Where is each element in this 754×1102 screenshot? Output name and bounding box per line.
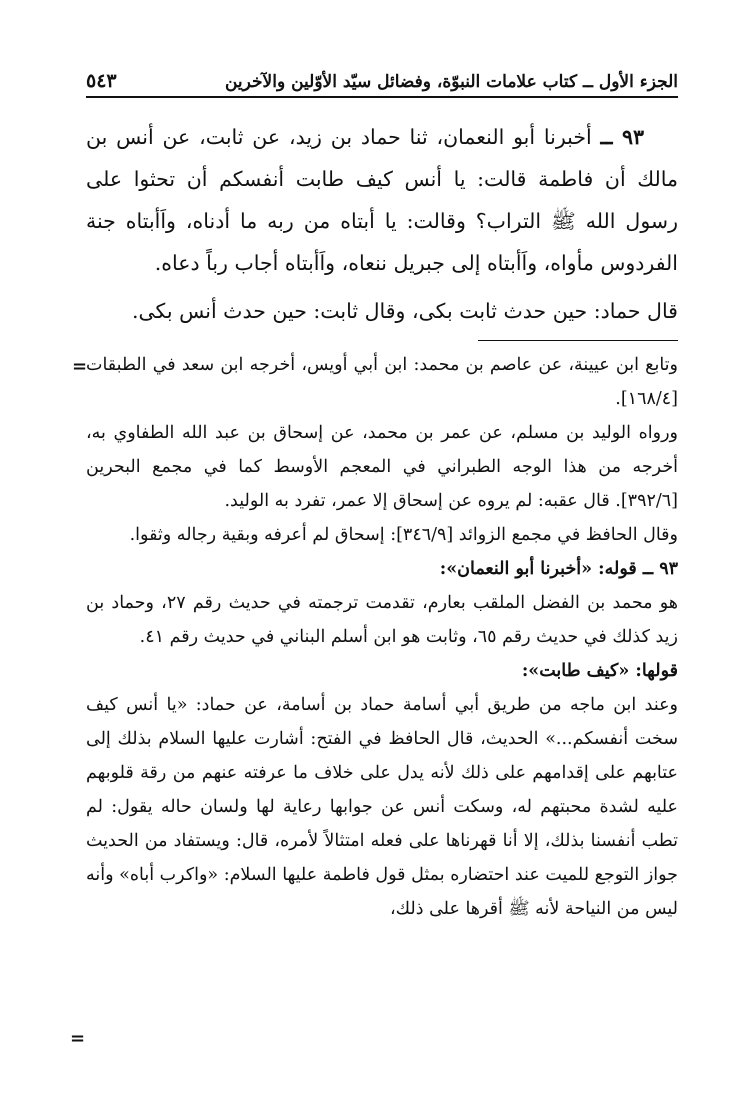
continuation-mark-start: =: [72, 356, 88, 377]
footnote-paragraph: وقال الحافظ في مجمع الزوائد [٣٤٦/٩]: إسحاق لم أعرفه وبقية رجاله وثقوا.: [129, 525, 678, 545]
footnote-separator: [478, 340, 678, 341]
footnote-paragraph: ورواه الوليد بن مسلم، عن عمر بن محمد، عن إسحاق بن عبد الله الطفاوي به، أخرجه من هذا الوجه الطبراني في المعجم الأوسط كما في مجمع البحرين [٣٩٢/٦]. قال عقبه: لم يروه عن إسحاق إلا عمر، تفرد به الوليد.: [86, 423, 678, 511]
hadith-closing: قال حماد: حين حدث ثابت بكى، وقال ثابت: حين حدث أنس بكى.: [131, 299, 678, 323]
footnotes: [86, 348, 678, 926]
hadith-paragraph: [86, 116, 678, 284]
running-title: الجزء الأول ــ كتاب علامات النبوّة، وفضائل سيّد الأوّلين والآخرين: [224, 72, 678, 92]
note-93-text: هو محمد بن الفضل الملقب بعارم، تقدمت ترجمته في حديث رقم ٢٧، وحماد بن زيد كذلك في حديث رقم ٦٥، وثابت هو ابن أسلم البناني في حديث رقم ٤١.: [86, 593, 678, 647]
note-93-heading: ٩٣ ــ قوله: «أخبرنا أبو النعمان»:: [439, 559, 678, 579]
book-page: [70, 58, 678, 1068]
note-kayfa-heading: قولها: «كيف طابت»:: [521, 661, 678, 681]
hadith-number: ٩٣ ــ: [600, 125, 644, 149]
header-rule: [86, 96, 678, 98]
footnote-paragraph: وتابع ابن عيينة، عن عاصم بن محمد: ابن أبي أويس، أخرجه ابن سعد في الطبقات [١٦٨/٤].: [86, 355, 678, 409]
page-number: ٥٤٣: [86, 70, 117, 92]
hadith-text: [86, 116, 678, 332]
hadith-body: أخبرنا أبو النعمان، ثنا حماد بن زيد، عن ثابت، عن أنس بن مالك أن فاطمة قالت: يا أنس كيف طابت أنفسكم أن تحثوا على رسول الله ﷺ التراب؟ وقالت: يا أبتاه من ربه ما أدناه، واَأبتاه جنة الفردوس مأواه، واَأبتاه إلى جبريل ننعاه، واَأبتاه أجاب رباً دعاه.: [86, 125, 678, 275]
continuation-mark-end: =: [70, 1028, 86, 1049]
note-kayfa-text: وعند ابن ماجه من طريق أبي أسامة حماد بن أسامة، عن حماد: «يا أنس كيف سخت أنفسكم...» الحديث، قال الحافظ في الفتح: أشارت عليها السلام بذلك إلى عتابهم على إقدامهم على ذلك لأنه يدل على خلاف ما عرفته عنهم من رقة قلوبهم عليه لشدة محبتهم له، وسكت أنس عن جوابها رعاية لها ولسان حاله يقول: لم تطب أنفسنا بذلك، إلا أنا قهرناها على فعله امتثالاً لأمره، قال: ويستفاد من الحديث جواز التوجع للميت عند احتضاره بمثل قول فاطمة عليها السلام: «واكرب أباه» وأنه ليس من النياحة لأنه ﷺ أقرها على ذلك،: [86, 695, 678, 919]
running-header: [86, 68, 678, 98]
